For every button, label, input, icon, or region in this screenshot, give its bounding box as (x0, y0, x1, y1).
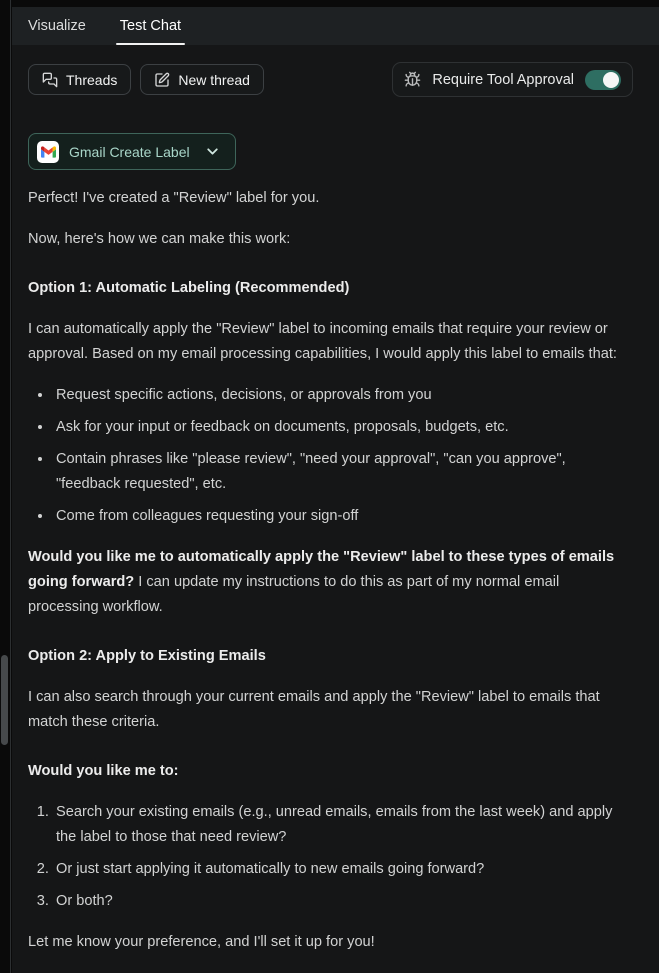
bug-icon (404, 71, 421, 88)
new-thread-button[interactable] (140, 64, 264, 95)
message-heading: Option 1: Automatic Labeling (Recommended) (28, 280, 350, 296)
threads-button-label: Threads (66, 71, 118, 88)
tool-call-label: Gmail Create Label (69, 143, 190, 160)
message-heading: Would you like me to: (28, 763, 179, 779)
chat-message (28, 186, 633, 955)
list-item: 2. Or just start applying it automatically to new emails going forward? (53, 857, 633, 882)
chat-content (12, 45, 659, 973)
bullet-list (28, 383, 633, 529)
tab-test-chat[interactable] (118, 7, 183, 45)
top-strip (12, 0, 659, 7)
message-heading: Option 2: Apply to Existing Emails (28, 648, 266, 664)
threads-button[interactable] (28, 64, 131, 95)
approval-label: Require Tool Approval (432, 71, 574, 88)
message-paragraph: Would you like me to automatically apply the "Review" label to these types of emails going forward? I can update my instructions to do this as part of my normal email processing workflow. (28, 549, 615, 615)
message-paragraph: Perfect! I've created a "Review" label for you. (28, 190, 320, 206)
tab-bar (12, 7, 659, 45)
list-item: • Come from colleagues requesting your sign-off (53, 504, 633, 529)
gmail-icon (37, 141, 59, 163)
tab-test-chat-label: Test Chat (119, 18, 182, 34)
message-paragraph: Let me know your preference, and I'll set it up for you! (28, 934, 375, 950)
tab-visualize[interactable] (26, 7, 88, 45)
active-tab-underline (116, 43, 185, 46)
list-item: • Ask for your input or feedback on documents, proposals, budgets, etc. (53, 415, 633, 440)
tool-approval-toggle[interactable] (585, 70, 621, 90)
list-item: • Contain phrases like "please review", "need your approval", "can you approve", "feedback requested", etc. (53, 447, 633, 497)
scrollbar-thumb[interactable] (1, 655, 8, 745)
compose-icon (154, 72, 170, 88)
left-scrollbar-track (0, 0, 11, 973)
toggle-knob (603, 72, 619, 88)
chevron-down-icon (202, 143, 221, 160)
new-thread-button-label: New thread (178, 71, 250, 88)
threads-icon (42, 72, 58, 88)
list-item: 1. Search your existing emails (e.g., unread emails, emails from the last week) and apply the label to those that need review? (53, 800, 633, 850)
tool-call-chip[interactable] (28, 133, 236, 170)
tab-visualize-label: Visualize (28, 18, 86, 34)
chat-toolbar (28, 62, 633, 97)
message-paragraph: Now, here's how we can make this work: (28, 231, 291, 247)
message-paragraph: I can also search through your current emails and apply the "Review" label to emails that match these criteria. (28, 689, 600, 730)
main-area (12, 0, 659, 973)
list-item: • Request specific actions, decisions, or approvals from you (53, 383, 633, 408)
numbered-list (28, 800, 633, 914)
list-item: 3. Or both? (53, 889, 633, 914)
tool-approval-container (392, 62, 633, 97)
message-paragraph: I can automatically apply the "Review" label to incoming emails that require your review or approval. Based on my email processing capabilities, I would apply this label to emails that: (28, 321, 617, 362)
